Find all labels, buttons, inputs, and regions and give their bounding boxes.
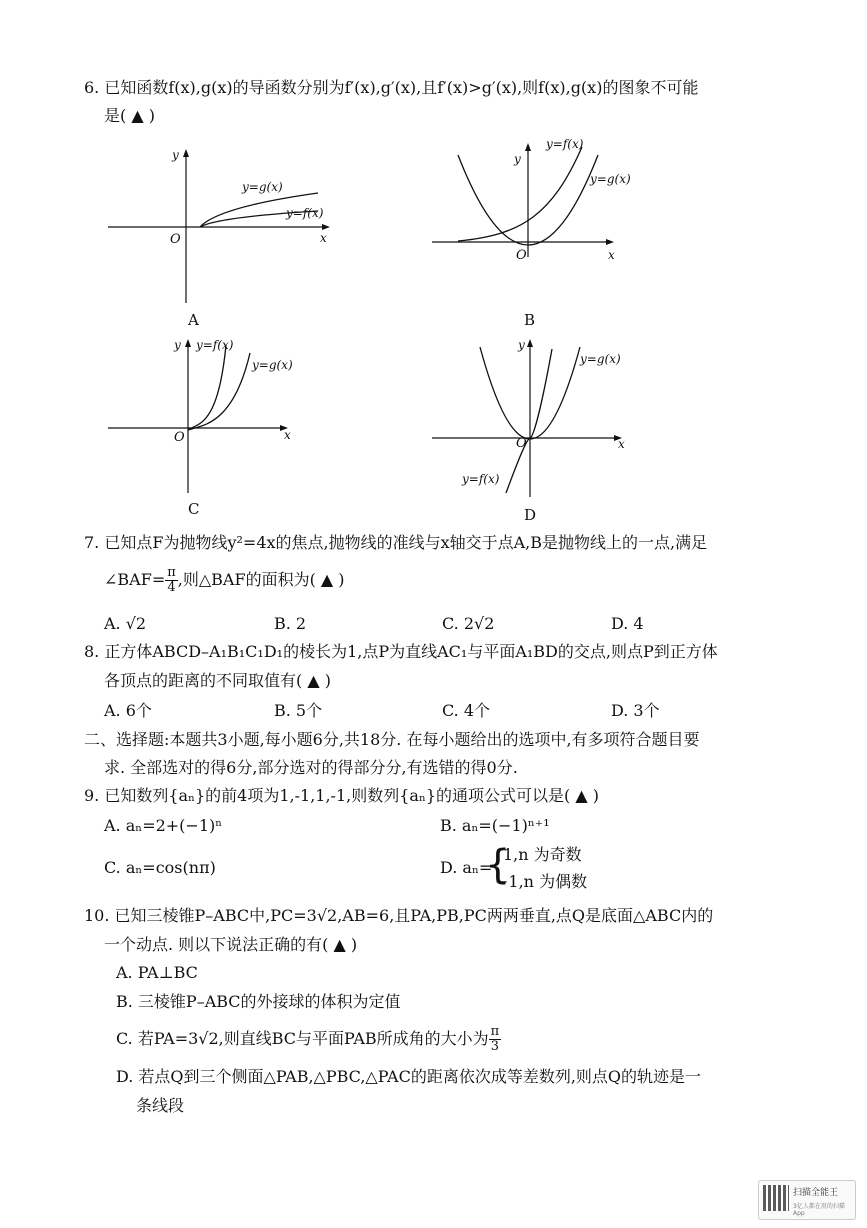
section2-line2: 求. 全部选对的得6分,部分选对的得部分分,有选错的得0分.	[104, 758, 518, 777]
graph-c-x-label: x	[284, 428, 291, 442]
qr-code-icon	[763, 1185, 789, 1211]
q7-option-d: D. 4	[611, 614, 644, 633]
graph-a-g-label: y=g(x)	[242, 180, 283, 194]
graph-d-x-label: x	[618, 437, 625, 451]
q10-stem-line2: 一个动点. 则以下说法正确的有( ▲ )	[104, 935, 358, 954]
graph-d-letter: D	[524, 506, 537, 524]
q10-option-c	[116, 1022, 501, 1056]
graph-a	[108, 145, 338, 305]
q9-option-d-prefix: D. aₙ=	[440, 858, 493, 877]
graph-b-f-label: y=f(x)	[546, 137, 584, 151]
q7-angle-text: ∠BAF=	[104, 570, 166, 589]
graph-a-y-label: y	[172, 148, 179, 162]
q7-option-a: A. √2	[104, 614, 147, 633]
q6-stem-line1: 6. 已知函数f(x),g(x)的导函数分别为f′(x),g′(x),且f′(x)>g′(x),则f(x),g(x)的图象不可能	[84, 78, 699, 97]
graph-b-x-label: x	[608, 248, 615, 262]
q9-option-a: A. aₙ=2+(−1)ⁿ	[104, 816, 223, 835]
q9-option-d-case1: 1,n 为奇数	[503, 845, 582, 864]
q10-frac-den: 3	[490, 1039, 500, 1054]
graph-b-g-label: y=g(x)	[590, 172, 631, 186]
graph-d	[432, 335, 632, 500]
q10-option-d-line2: 条线段	[136, 1096, 185, 1115]
q10-frac-num: π	[490, 1024, 500, 1039]
graph-c-origin: O	[174, 430, 185, 445]
graph-b-origin: O	[516, 248, 527, 263]
q8-stem-line2: 各顶点的距离的不同取值有( ▲ )	[104, 671, 331, 690]
q8-option-a: A. 6个	[104, 701, 152, 720]
graph-d-g-label: y=g(x)	[580, 352, 621, 366]
graph-d-f-curve	[506, 349, 552, 493]
q7-fraction	[165, 566, 178, 595]
q10-option-b: B. 三棱锥P–ABC的外接球的体积为定值	[116, 992, 401, 1011]
graph-d-origin: O	[516, 436, 527, 451]
graph-a-x-label: x	[320, 231, 327, 245]
graph-c-g-label: y=g(x)	[252, 358, 293, 372]
q7-question-text: ,则△BAF的面积为( ▲ )	[177, 570, 345, 589]
graph-b	[432, 135, 632, 265]
q10-option-c-text: C. 若PA=3√2,则直线BC与平面PAB所成角的大小为	[116, 1029, 489, 1048]
q7-stem-line1: 7. 已知点F为抛物线y²=4x的焦点,抛物线的准线与x轴交于点A,B是抛物线上的一点,满足	[84, 533, 708, 552]
q10-option-d-line1: D. 若点Q到三个侧面△PAB,△PBC,△PAC的距离依次成等差数列,则点Q的轨迹是一	[116, 1067, 702, 1086]
q7-frac-num: π	[167, 565, 176, 580]
graph-a-origin: O	[170, 232, 181, 247]
q6-stem-line2: 是( ▲ )	[104, 106, 155, 125]
q10-option-a: A. PA⊥BC	[116, 963, 198, 982]
graph-d-y-label: y	[518, 338, 525, 352]
q8-option-c: C. 4个	[442, 701, 491, 720]
graph-a-letter: A	[188, 311, 199, 329]
q7-stem-line2	[104, 563, 345, 597]
graph-c-y-label: y	[174, 338, 181, 352]
q10-stem-line1: 10. 已知三棱锥P–ABC中,PC=3√2,AB=6,且PA,PB,PC两两垂直,点Q是底面△ABC内的	[84, 906, 714, 925]
graph-b-letter: B	[524, 311, 536, 329]
graph-c-g-curve	[188, 353, 250, 430]
graph-c-f-curve	[188, 345, 226, 430]
q7-option-b: B. 2	[274, 614, 307, 633]
watermark-subtitle: 3亿人都在用的扫描App	[793, 1203, 845, 1217]
graph-c-f-label: y=f(x)	[196, 338, 234, 352]
q9-option-d-case2: −1,n 为偶数	[495, 872, 588, 891]
graph-d-f-label: y=f(x)	[462, 472, 500, 486]
graph-c	[108, 335, 298, 495]
watermark-title: 扫描全能王	[793, 1188, 839, 1198]
graph-c-letter: C	[188, 500, 200, 518]
camscanner-watermark	[758, 1180, 856, 1220]
q8-stem-line1: 8. 正方体ABCD–A₁B₁C₁D₁的棱长为1,点P为直线AC₁与平面A₁BD的交点,则点P到正方体	[84, 642, 718, 661]
section2-line1: 二、选择题:本题共3小题,每小题6分,共18分. 在每小题给出的选项中,有多项符合题目要	[84, 730, 700, 749]
q8-option-d: D. 3个	[611, 701, 660, 720]
q9-option-b: B. aₙ=(−1)ⁿ⁺¹	[440, 816, 550, 835]
q7-frac-den: 4	[167, 580, 176, 595]
graph-b-y-label: y	[514, 152, 521, 166]
graph-a-f-label: y=f(x)	[286, 206, 324, 220]
q8-option-b: B. 5个	[274, 701, 323, 720]
q9-option-c: C. aₙ=cos(nπ)	[104, 858, 216, 877]
q9-option-d-brace: {	[485, 842, 511, 888]
q7-option-c: C. 2√2	[442, 614, 495, 633]
q9-stem: 9. 已知数列{aₙ}的前4项为1,-1,1,-1,则数列{aₙ}的通项公式可以是( ▲ )	[84, 786, 600, 805]
q10-option-c-fraction	[489, 1025, 502, 1054]
